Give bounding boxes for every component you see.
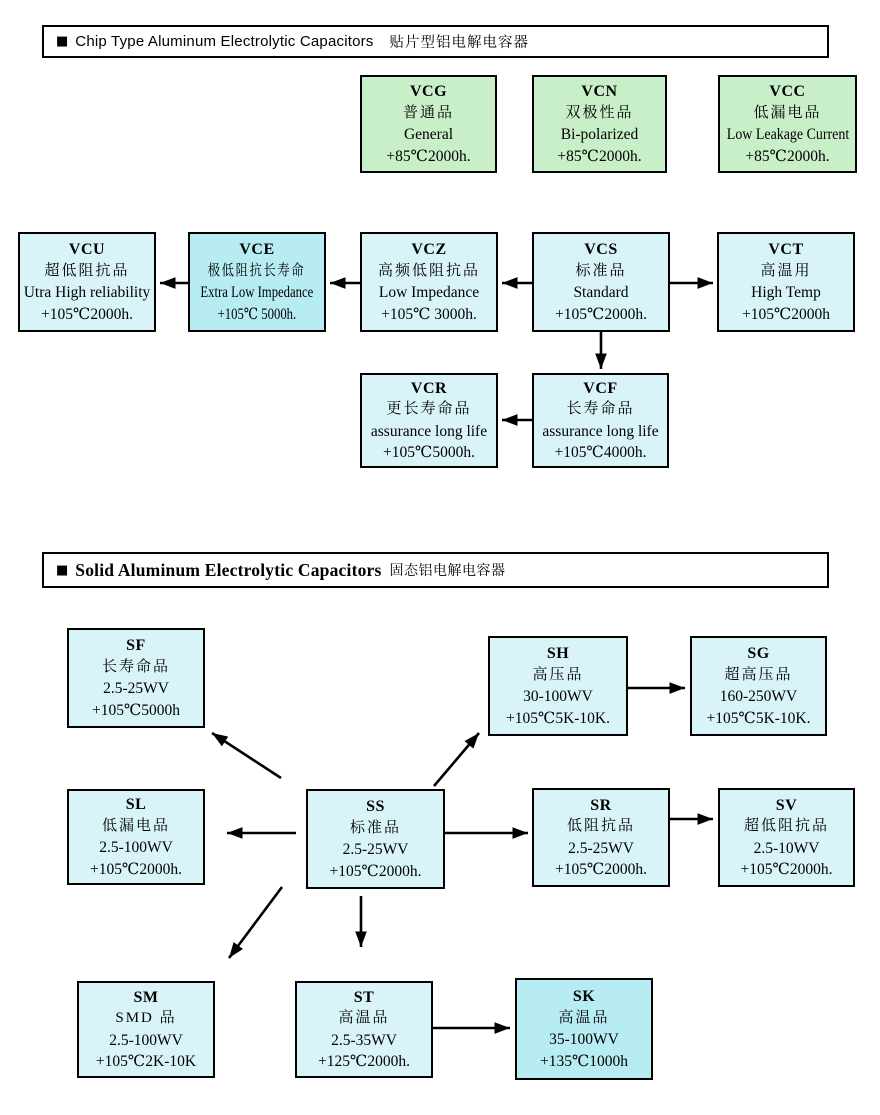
series-name-cn: 长寿命品	[101, 658, 170, 675]
series-name-en: Bi-polarized	[560, 126, 639, 143]
box-VCG	[360, 75, 497, 173]
series-name-cn: 高温品	[558, 1009, 610, 1026]
box-VCN	[532, 75, 667, 173]
series-spec: +105℃2000h.	[740, 861, 833, 878]
series-spec: +105℃2000h.	[41, 305, 133, 323]
series-spec: +105℃5000h	[91, 701, 181, 719]
series-name-en: assurance long life	[370, 422, 488, 440]
series-voltage-range: 2.5-25WV	[568, 839, 634, 857]
series-name-cn: SMD 品	[115, 1010, 177, 1026]
box-VCZ	[360, 232, 498, 332]
box-SV	[718, 788, 855, 887]
series-spec: +105℃2000h.	[90, 860, 182, 878]
series-name-cn: 普通品	[402, 104, 454, 121]
series-name-cn: 长寿命品	[566, 401, 635, 417]
series-code: VCZ	[411, 241, 447, 258]
series-code: SK	[572, 988, 596, 1005]
series-spec: +105℃ 5000h.	[217, 305, 297, 323]
series-spec: +105℃2000h.	[555, 305, 647, 323]
series-name-cn: 高压品	[532, 666, 584, 683]
series-spec: +135℃1000h	[539, 1052, 629, 1070]
series-code: VCF	[583, 379, 618, 397]
series-name-cn: 低漏电品	[101, 817, 170, 834]
series-name-cn: 高频低阻抗品	[377, 262, 480, 279]
series-name-en: Low Impedance	[378, 284, 480, 301]
series-spec: +85℃2000h.	[557, 147, 642, 165]
series-name-en: Low Leakage Current	[726, 126, 849, 143]
box-SH	[488, 636, 628, 736]
series-name-cn: 高温用	[760, 262, 812, 279]
box-VCR	[360, 373, 498, 468]
series-code: VCC	[769, 83, 806, 100]
series-name-cn: 超高压品	[724, 666, 793, 683]
series-code: SR	[590, 796, 612, 814]
series-name-en: General	[403, 126, 454, 143]
section-title-en: Chip Type Aluminum Electrolytic Capacitors	[75, 33, 374, 50]
box-VCU	[18, 232, 156, 332]
section-title-cn: 固态铝电解电容器	[389, 564, 506, 579]
section-title-en: Solid Aluminum Electrolytic Capacitors	[75, 559, 382, 580]
series-spec: +105℃2000h	[741, 305, 831, 323]
series-spec: +105℃5K-10K.	[706, 709, 811, 727]
series-name-cn: 低漏电品	[753, 104, 822, 121]
box-SM	[77, 981, 215, 1078]
series-voltage-range: 2.5-25WV	[103, 680, 169, 697]
box-ST	[295, 981, 433, 1078]
box-SS	[306, 789, 445, 889]
series-spec: +105℃ 3000h.	[381, 305, 477, 323]
series-code: SG	[747, 645, 770, 662]
series-code: SS	[366, 798, 385, 815]
series-code: SV	[775, 796, 798, 814]
series-voltage-range: 2.5-100WV	[99, 839, 173, 856]
arrow-ss-to-sh	[434, 733, 479, 786]
section-title-cn: 贴片型铝电解电容器	[389, 35, 530, 51]
box-VCC	[718, 75, 857, 173]
series-spec: +105℃5K-10K.	[505, 709, 610, 727]
arrow-ss-to-sm	[229, 887, 282, 958]
series-name-en: assurance long life	[542, 422, 659, 440]
arrow-ss-to-sf	[212, 733, 281, 778]
series-code: VCT	[768, 241, 804, 258]
box-VCF	[532, 373, 669, 468]
box-VCS	[532, 232, 670, 332]
series-name-en: Extra Low Impedance	[200, 284, 314, 301]
series-code: VCS	[584, 241, 618, 258]
series-name-cn: 极低阻抗长寿命	[208, 262, 306, 279]
series-name-en: High Temp	[751, 284, 821, 301]
series-code: SL	[125, 796, 147, 813]
series-spec: +105℃2K-10K	[95, 1053, 197, 1070]
square-bullet-icon: ■	[56, 562, 69, 578]
series-code: VCR	[410, 379, 448, 397]
box-SK	[515, 978, 653, 1080]
box-VCT	[717, 232, 855, 332]
series-name-cn: 更长寿命品	[386, 401, 472, 417]
box-SL	[67, 789, 205, 885]
series-spec: +105℃4000h.	[554, 444, 647, 461]
series-voltage-range: 35-100WV	[549, 1031, 619, 1048]
series-voltage-range: 30-100WV	[523, 688, 593, 705]
series-code: VCU	[68, 241, 106, 258]
series-name-cn: 高温品	[338, 1010, 390, 1026]
box-VCE	[188, 232, 326, 332]
series-voltage-range: 2.5-100WV	[109, 1031, 183, 1049]
series-code: SM	[133, 988, 159, 1006]
section-title-chip-type	[42, 25, 829, 58]
series-voltage-range: 2.5-25WV	[342, 841, 409, 858]
series-code: VCG	[409, 83, 448, 100]
square-bullet-icon: ■	[56, 34, 69, 49]
series-spec: +105℃2000h.	[555, 861, 647, 878]
series-name-cn: 超低阻抗品	[44, 262, 130, 279]
box-SF	[67, 628, 205, 728]
series-name-cn: 超低阻抗品	[743, 818, 829, 834]
series-voltage-range: 2.5-35WV	[331, 1031, 397, 1049]
series-spec: +125℃2000h.	[318, 1053, 410, 1070]
series-code: SF	[126, 637, 146, 654]
series-name-cn: 低阻抗品	[566, 818, 635, 834]
series-name-cn: 标准品	[575, 262, 627, 279]
series-spec: +85℃2000h.	[386, 147, 471, 165]
series-spec: +105℃5000h.	[383, 444, 475, 461]
series-code: VCN	[581, 83, 618, 100]
series-name-cn: 双极性品	[565, 104, 634, 121]
series-spec: +105℃2000h.	[329, 862, 422, 880]
section-title-solid	[42, 552, 829, 588]
box-SG	[690, 636, 827, 736]
series-name-en: Standard	[573, 284, 629, 301]
series-code: VCE	[239, 241, 275, 258]
series-code: ST	[353, 988, 375, 1006]
box-SR	[532, 788, 670, 887]
series-voltage-range: 2.5-10WV	[753, 839, 820, 857]
series-spec: +85℃2000h.	[745, 147, 830, 165]
series-code: SH	[546, 645, 570, 662]
series-name-en: Utra High reliability	[23, 284, 151, 301]
series-voltage-range: 160-250WV	[719, 688, 798, 705]
series-name-cn: 标准品	[349, 819, 401, 836]
